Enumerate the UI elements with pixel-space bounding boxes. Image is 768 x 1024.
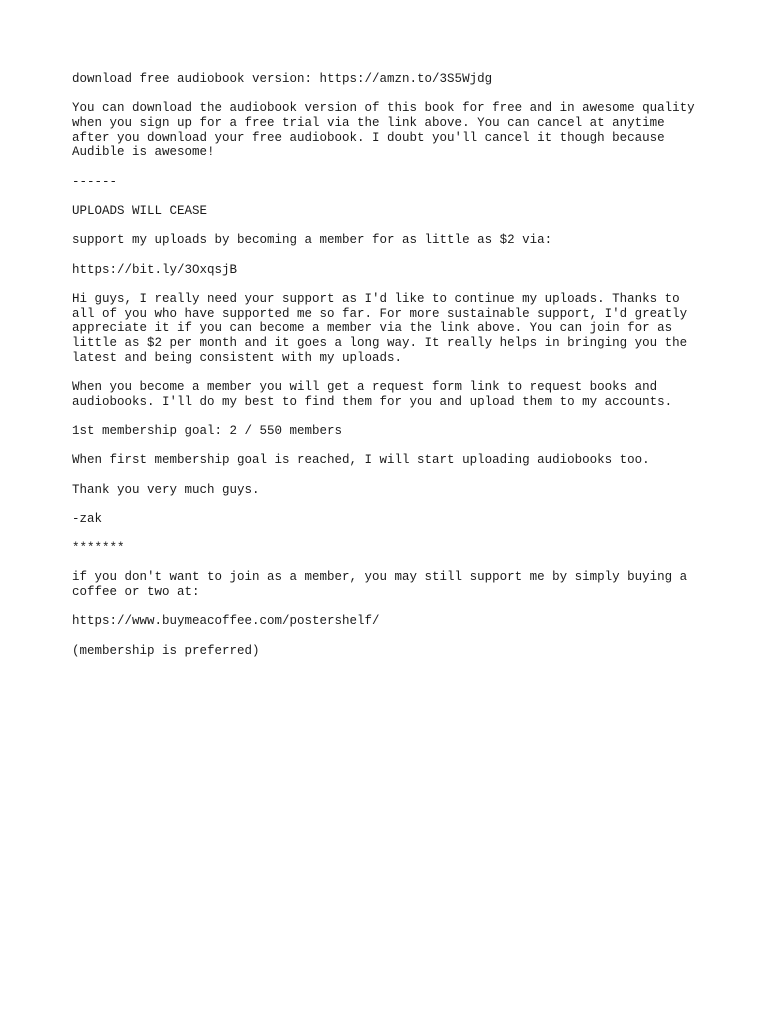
uploads-heading: UPLOADS WILL CEASE (72, 204, 208, 218)
membership-goal: 1st membership goal: 2 / 550 members (72, 424, 343, 438)
coffee-paragraph: if you don't want to join as a member, you may still support me by simply buying a coffee or two at: (72, 570, 688, 600)
audiobook-paragraph: You can download the audiobook version of this book for free and in awesome quality when you sign up for a free trial via the link above. You can cancel at anytime after you download your free audiobook. I doubt you'll cancel it though because Audible is awesome! (72, 101, 695, 160)
member-benefit-paragraph: When you become a member you will get a request form link to request books and audiobooks. I'll do my best to find them for you and upload them to my accounts. (72, 380, 673, 409)
support-paragraph: Hi guys, I really need your support as I'd like to continue my uploads. Thanks to all of you who have supported me so far. For more sustainable support, I'd greatly appreciate it if you can become a member via the link above. You can join for as little as $2 per month and it goes a long way. It really helps in bringing you the latest and being consistent with my uploads. (72, 291, 688, 365)
thanks-line: Thank you very much guys. (72, 482, 260, 497)
preferred-note: (membership is preferred) (72, 643, 260, 658)
separator-dashes: ------ (72, 174, 118, 189)
audiobook-line: download free audiobook version: https://amzn.to/3S5Wjdg (72, 72, 493, 86)
membership-link[interactable]: https://bit.ly/3OxqsjB (72, 262, 238, 277)
support-line: support my uploads by becoming a member for as little as $2 via: (72, 233, 553, 248)
signature: -zak (72, 511, 103, 526)
separator-stars: ******* (72, 541, 125, 556)
goal-paragraph: When first membership goal is reached, I will start uploading audiobooks too. (72, 453, 650, 468)
coffee-link[interactable]: https://www.buymeacoffee.com/postershelf/ (72, 614, 380, 629)
